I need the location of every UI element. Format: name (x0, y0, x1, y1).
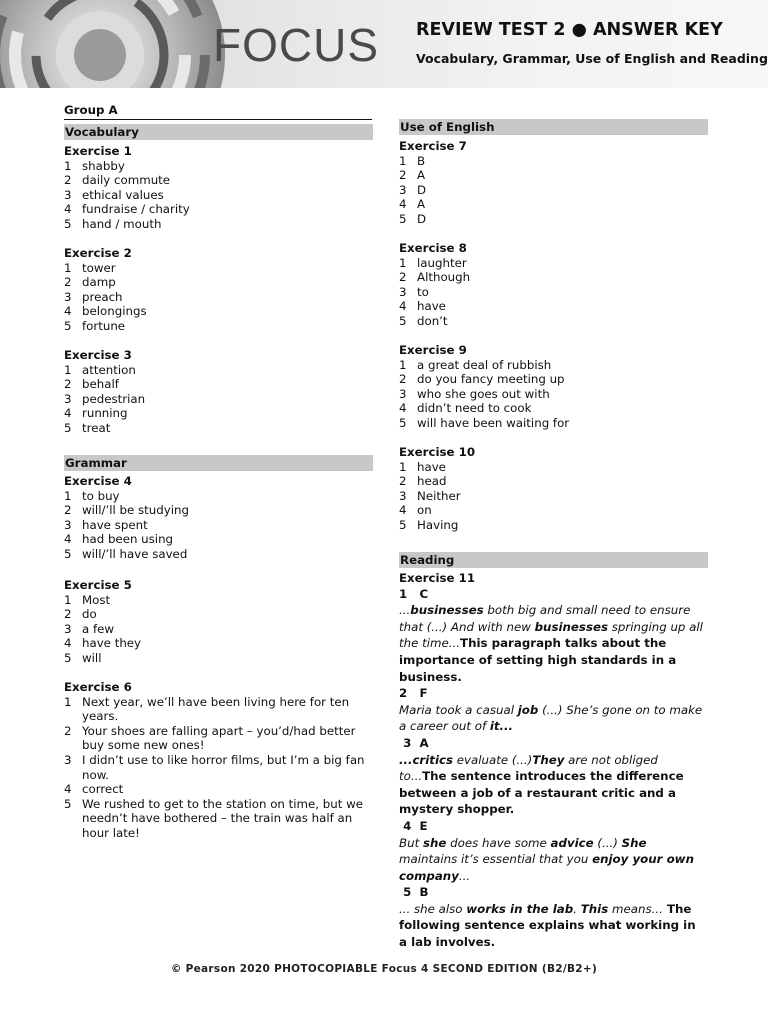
exercise-title: Exercise 7 (399, 139, 467, 153)
answer-item (64, 607, 372, 622)
exercise-title: Exercise 10 (399, 445, 476, 459)
answer-item (64, 724, 372, 753)
answer-number: 2 (399, 372, 407, 387)
answer-number: 2 (64, 377, 72, 392)
answer-number: 3 (64, 621, 72, 636)
group-label: Group A (64, 103, 372, 120)
answer-number: 3 (64, 391, 72, 406)
text-run: are not obliged to... (399, 752, 658, 784)
answer-item (64, 547, 372, 562)
exercise-title: Exercise 5 (64, 578, 132, 592)
answer-item (399, 270, 707, 285)
answer-item (399, 387, 707, 402)
text-run: ... (458, 868, 471, 883)
answer-text: fundraise / charity (82, 202, 190, 217)
answer-number: 5 (399, 313, 407, 328)
answer-number: 3 (64, 289, 72, 304)
exercise-title: Exercise 2 (64, 246, 132, 260)
answer-list (64, 363, 372, 436)
answer-text: will (82, 650, 102, 665)
answer-text: have (417, 459, 446, 474)
page-subtitle: Vocabulary, Grammar, Use of English and Reading (416, 51, 768, 66)
exercise-4 (64, 474, 372, 562)
text-run: job (517, 702, 539, 717)
answer-item (64, 217, 372, 232)
answer-list (399, 460, 707, 533)
answer-text: I didn’t use to like horror films, but I’m a big fan now. (82, 752, 365, 782)
answer-text: have (417, 299, 446, 314)
exercise-title: Exercise 4 (64, 474, 132, 488)
reading-answer-explanation (399, 702, 707, 735)
answer-text: Most (82, 592, 111, 607)
answer-number: 4 (399, 197, 407, 212)
answer-item (64, 622, 372, 637)
page-footer: © Pearson 2020 PHOTOCOPIABLE Focus 4 SECOND EDITION (B2/B2+) (170, 963, 598, 975)
answer-list (64, 159, 372, 232)
answer-number: 4 (64, 636, 72, 651)
answer-number: 2 (64, 503, 72, 518)
answer-number: 4 (64, 202, 72, 217)
text-run: This (580, 901, 609, 916)
text-run: (...) (593, 835, 622, 850)
answer-text: a few (82, 621, 115, 636)
text-run: both big and small need to ensure that (...) And with new (399, 603, 691, 634)
answer-text: running (82, 406, 128, 421)
exercise-6 (64, 680, 372, 841)
answer-text: A (417, 168, 426, 183)
answer-text: Your shoes are falling apart – you’d/had better buy some new ones! (82, 723, 356, 753)
answer-text: who she goes out with (417, 386, 550, 401)
answer-item (399, 168, 707, 183)
answer-number: 5 (399, 211, 407, 226)
text-run: she (422, 835, 447, 850)
answer-text: Although (417, 270, 471, 285)
answer-item (399, 372, 707, 387)
answer-text: head (417, 474, 447, 489)
answer-item (64, 782, 372, 797)
text-run: advice (550, 835, 594, 850)
answer-number: 2 (64, 607, 72, 622)
exercise-title: Exercise 6 (64, 680, 132, 694)
answer-item (399, 285, 707, 300)
answer-number: 2 (64, 723, 72, 738)
text-run: ... (399, 603, 411, 618)
answer-text: do (82, 607, 97, 622)
answer-number: 4 (64, 532, 72, 547)
answer-list (64, 489, 372, 562)
answer-number: 3 (399, 284, 407, 299)
answer-number: 5 (64, 650, 72, 665)
answer-number: 3 (64, 752, 72, 767)
answer-text: We rushed to get to the station on time, but we needn’t have bothered – the train was half an hour late! (82, 796, 364, 840)
exercise-2 (64, 246, 372, 334)
answer-number: 2 (399, 474, 407, 489)
answer-text: will/’ll be studying (82, 503, 189, 518)
answer-item (399, 474, 707, 489)
page-title: REVIEW TEST 2 ● ANSWER KEY (416, 20, 723, 40)
answer-item (64, 406, 372, 421)
answer-number: 1 (64, 694, 72, 709)
exercise-title: Exercise 9 (399, 343, 467, 357)
answer-number: 5 (64, 546, 72, 561)
answer-item (64, 532, 372, 547)
answer-number: 2 (399, 270, 407, 285)
answer-number: 4 (399, 299, 407, 314)
answer-number: 3 (399, 488, 407, 503)
answer-list (399, 256, 707, 329)
answer-text: Neither (417, 488, 461, 503)
answer-item (64, 489, 372, 504)
answer-item (64, 304, 372, 319)
answer-text: attention (82, 362, 136, 377)
reading-answer-number: 1 C (399, 586, 429, 601)
answer-list (64, 695, 372, 841)
answer-number: 1 (64, 260, 72, 275)
exercise-title: Exercise 11 (399, 571, 476, 585)
answer-item (399, 416, 707, 431)
answer-item (64, 392, 372, 407)
answer-item (399, 256, 707, 271)
answer-item (399, 401, 707, 416)
answer-text: hand / mouth (82, 216, 162, 231)
answer-text: ethical values (82, 187, 164, 202)
text-run: maintains it’s essential that you (399, 852, 593, 867)
exercise-7 (399, 139, 707, 227)
answer-text: on (417, 503, 432, 518)
answer-text: will have been waiting for (417, 415, 570, 430)
exercise-title: Exercise 8 (399, 241, 467, 255)
answer-list (64, 593, 372, 666)
answer-number: 4 (399, 401, 407, 416)
answer-text: to (417, 284, 429, 299)
answer-number: 3 (64, 517, 72, 532)
answer-number: 1 (399, 255, 407, 270)
answer-number: 4 (64, 304, 72, 319)
answer-item (399, 460, 707, 475)
answer-text: have they (82, 636, 142, 651)
answer-number: 5 (64, 796, 72, 811)
answer-text: B (417, 153, 426, 168)
text-run: (...) She’s gone on to make a career out of (399, 702, 703, 734)
answer-item (64, 261, 372, 276)
text-run: it... (489, 719, 513, 734)
answer-item (399, 299, 707, 314)
exercise-10 (399, 445, 707, 533)
answer-text: correct (82, 782, 124, 797)
answer-number: 3 (399, 386, 407, 401)
answer-item (399, 503, 707, 518)
text-run: Maria took a casual (399, 702, 518, 717)
answer-number: 5 (64, 216, 72, 231)
focus-logo-disc-icon (0, 0, 230, 88)
reading-answer-number: 4 E (399, 818, 428, 833)
answer-text: belongings (82, 304, 147, 319)
answer-item (399, 358, 707, 373)
answer-text: didn’t need to cook (417, 401, 532, 416)
exercise-3 (64, 348, 372, 436)
brand-logo-text: FOCUS (213, 19, 379, 71)
reading-answer-explanation (399, 901, 707, 951)
exercise-5 (64, 578, 372, 666)
answer-number: 4 (64, 782, 72, 797)
answer-item (64, 159, 372, 174)
text-run: enjoy your own company (399, 852, 694, 883)
answer-text: had been using (82, 532, 174, 547)
answer-text: tower (82, 260, 116, 275)
answer-item (399, 197, 707, 212)
answer-text: D (417, 211, 427, 226)
answer-list (399, 358, 707, 431)
answer-item (64, 421, 372, 436)
answer-text: preach (82, 289, 123, 304)
answer-number: 1 (399, 459, 407, 474)
reading-answer-explanation (399, 602, 707, 685)
answer-item (64, 636, 372, 651)
answer-item (399, 154, 707, 169)
exercise-11 (399, 571, 707, 951)
answer-number: 2 (399, 168, 407, 183)
answer-list (64, 261, 372, 334)
text-run: means... (608, 901, 663, 916)
answer-item (399, 314, 707, 329)
text-run: This paragraph talks about the importance of setting high standards in a business. (399, 636, 677, 684)
exercise-8 (399, 241, 707, 329)
answer-number: 1 (399, 357, 407, 372)
answer-text: do you fancy meeting up (417, 372, 565, 387)
text-run: evaluate (...) (453, 752, 533, 767)
answer-item (64, 651, 372, 666)
section-use-of-english: Use of English (399, 119, 708, 135)
reading-answer-explanation (399, 835, 707, 885)
answer-text: will/’ll have saved (82, 546, 188, 561)
answer-text: don’t (417, 313, 448, 328)
answer-number: 2 (64, 173, 72, 188)
exercise-1 (64, 144, 372, 232)
answer-item (64, 173, 372, 188)
section-vocabulary: Vocabulary (64, 124, 373, 140)
answer-number: 3 (64, 187, 72, 202)
answer-item (399, 212, 707, 227)
answer-number: 5 (399, 415, 407, 430)
answer-text: D (417, 182, 427, 197)
answer-text: A (417, 197, 426, 212)
answer-text: daily commute (82, 173, 171, 188)
section-grammar: Grammar (64, 455, 373, 471)
text-run: But (399, 835, 423, 850)
answer-number: 4 (64, 406, 72, 421)
text-run: businesses (410, 603, 484, 618)
answer-number: 5 (399, 517, 407, 532)
answer-item (64, 518, 372, 533)
answer-text: a great deal of rubbish (417, 357, 552, 372)
answer-text: fortune (82, 318, 126, 333)
answer-text: laughter (417, 255, 467, 270)
text-run: ...critics (399, 752, 453, 767)
reading-answer-number: 2 F (399, 686, 428, 701)
answer-item (64, 319, 372, 334)
reading-answer-number: 5 B (399, 885, 429, 900)
reading-answer-explanation (399, 752, 707, 818)
section-reading: Reading (399, 552, 708, 568)
answer-number: 3 (399, 182, 407, 197)
text-run: They (532, 752, 565, 767)
answer-number: 1 (64, 488, 72, 503)
answer-item (64, 503, 372, 518)
answer-number: 1 (64, 362, 72, 377)
answer-item (399, 489, 707, 504)
answer-text: pedestrian (82, 391, 146, 406)
answer-text: behalf (82, 377, 119, 392)
exercise-9 (399, 343, 707, 431)
answer-number: 5 (64, 318, 72, 333)
answer-item (399, 518, 707, 533)
text-run: The sentence introduces the difference between a job of a restaurant critic and a mystery shopper. (399, 769, 684, 817)
answer-text: to buy (82, 488, 120, 503)
answer-number: 5 (64, 420, 72, 435)
reading-answer-list (399, 586, 707, 951)
answer-item (64, 275, 372, 290)
text-run: springing up all the time... (399, 619, 703, 651)
exercise-title: Exercise 1 (64, 144, 132, 158)
text-run: works in the lab (466, 901, 574, 916)
answer-item (64, 202, 372, 217)
answer-item (399, 183, 707, 198)
answer-list (399, 154, 707, 227)
text-run: She (621, 835, 647, 850)
reading-answer-number: 3 A (399, 735, 429, 750)
answer-text: treat (82, 420, 111, 435)
answer-item (64, 593, 372, 608)
text-run: does have some (446, 835, 551, 850)
answer-number: 1 (399, 153, 407, 168)
answer-text: Next year, we’ll have been living here for ten years. (82, 694, 350, 724)
answer-number: 4 (399, 503, 407, 518)
text-run: ... she also (399, 901, 467, 916)
answer-item (64, 363, 372, 378)
answer-text: damp (82, 275, 116, 290)
text-run: businesses (534, 619, 608, 634)
answer-item (64, 797, 372, 841)
answer-item (64, 290, 372, 305)
answer-number: 1 (64, 592, 72, 607)
answer-item (64, 377, 372, 392)
answer-text: have spent (82, 517, 148, 532)
answer-item (64, 753, 372, 782)
answer-item (64, 695, 372, 724)
text-run: . (573, 901, 581, 916)
answer-number: 2 (64, 275, 72, 290)
text-run: The following sentence explains what working in a lab involves. (399, 901, 696, 950)
answer-number: 1 (64, 158, 72, 173)
answer-text: shabby (82, 158, 125, 173)
answer-item (64, 188, 372, 203)
page-header (0, 0, 768, 88)
answer-text: Having (417, 517, 459, 532)
exercise-title: Exercise 3 (64, 348, 132, 362)
